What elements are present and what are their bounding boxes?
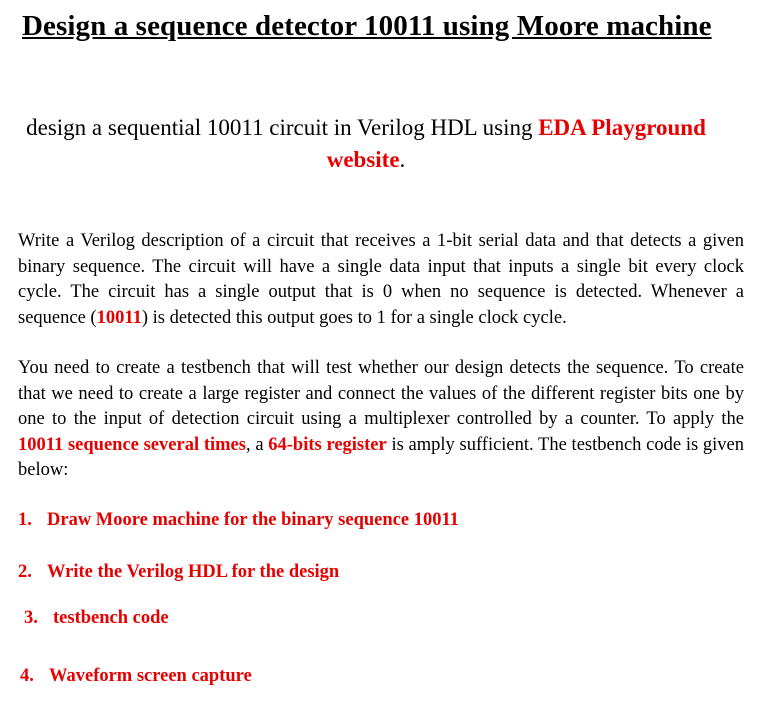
testbench-paragraph [18,356,744,484]
task-label: Write the Verilog HDL for the design [47,562,340,582]
task-number: 3. [24,608,38,628]
paragraph1-text-a: Write a Verilog description of a circuit that receives a 1-bit serial data and that detects a given binary sequence. The circuit will have a single data input that inputs a single bit every clock cycle. The circuit has a single output that is 0 when no sequence is detected. Whenever a sequence ( [18,231,744,328]
subtitle-end: . [399,147,406,172]
sequence-repeat-highlight: 10011 sequence several times [18,434,246,455]
register-highlight: 64-bits register [268,434,387,455]
task-item-4 [20,666,252,687]
task-label: testbench code [53,608,169,628]
task-number: 4. [20,666,34,686]
task-number: 2. [18,562,32,582]
task-label: Draw Moore machine for the binary sequence 10011 [47,510,459,530]
paragraph1-text-b: ) is detected this output goes to 1 for a single clock cycle. [141,307,567,328]
sequence-highlight: 10011 [96,307,142,328]
task-item-3 [24,608,169,629]
description-paragraph [18,229,744,331]
paragraph2-text-a: You need to create a testbench that will test whether our design detects the sequence. To create that we need to create a large register and connect the values of the different register bits one by one to the input of detection circuit using a multiplexer controlled by a counter. To apply the [18,358,744,429]
task-label: Waveform screen capture [49,666,252,686]
task-item-2 [18,562,339,583]
task-item-1 [18,510,459,531]
subtitle [0,112,732,176]
paragraph2-text-b: , a [245,434,269,455]
subtitle-text: design a sequential 10011 circuit in Verilog HDL using [26,115,539,140]
task-number: 1. [18,510,32,530]
page-title: Design a sequence detector 10011 using Moore machine [22,10,712,42]
paragraph2-text-c: is amply sufficient. The testbench code is given below: [18,434,744,480]
subtitle-highlight: EDA Playground website [326,115,706,172]
